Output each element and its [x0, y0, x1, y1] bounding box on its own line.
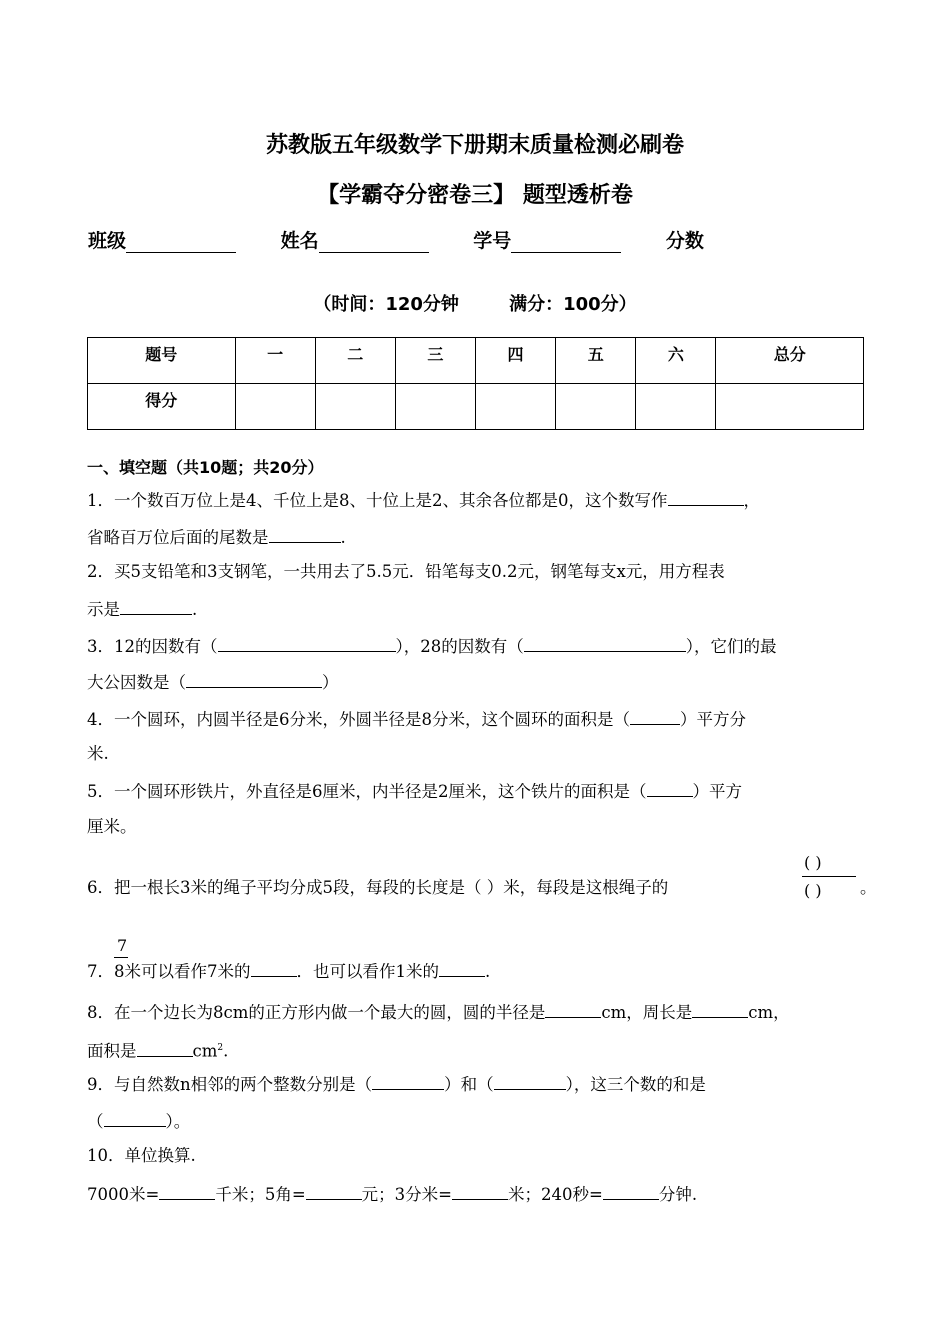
q7-text: 米可以看作7米的: [124, 962, 251, 981]
score-cell: [235, 384, 315, 430]
answer-blank: [306, 1183, 362, 1200]
question-2-line-2: [87, 598, 197, 620]
answer-blank: [630, 708, 680, 725]
question-6-line-1: [87, 878, 668, 898]
q3-text: ），28的因数有（: [395, 637, 524, 656]
q8-text: cm，: [748, 1003, 790, 1022]
q10-text: 千米；5角=: [215, 1185, 306, 1204]
table-header-cell: 三: [395, 338, 475, 384]
score-row-label: 得分: [88, 384, 236, 430]
question-10-line-2: [87, 1183, 697, 1205]
answer-blank: [186, 671, 322, 688]
score-label: 分数: [665, 230, 704, 252]
q7-text: ．也可以看作1米的: [296, 962, 439, 981]
answer-blank: [452, 1183, 508, 1200]
score-cell: [556, 384, 636, 430]
question-4-line-2: [87, 744, 109, 764]
q5-text: ）平方: [692, 782, 742, 801]
score-cell: [475, 384, 555, 430]
q8-superscript: 2: [217, 1043, 224, 1053]
q5-text: 5．一个圆环形铁片，外直径是6厘米，内半径是2厘米，这个铁片的面积是（: [87, 782, 647, 801]
question-5-line-2: [87, 817, 137, 837]
name-label: 姓名: [280, 230, 319, 252]
answer-blank: [159, 1183, 215, 1200]
q8-text: cm: [192, 1041, 218, 1061]
q7-fraction-bar: [114, 957, 128, 958]
question-7-line-1: [87, 960, 490, 982]
exam-title: 苏教版五年级数学下册期末质量检测必刷卷: [265, 133, 684, 158]
answer-blank: [494, 1073, 566, 1090]
answer-blank: [647, 780, 693, 797]
table-header-cell: 四: [475, 338, 555, 384]
question-1-line-2: [87, 526, 346, 548]
question-10-line-1: [87, 1146, 196, 1166]
q7-fraction-denominator: 8: [114, 962, 125, 981]
q3-text: 3．12的因数有（: [87, 637, 218, 656]
q4-text: ）平方分: [680, 710, 746, 729]
q4-text: 米.: [87, 744, 109, 763]
q6-text: 6．把一根长3米的绳子平均分成5段，每段的长度是（ ）米，每段是这根绳子的: [87, 878, 669, 897]
question-1-line-1: [87, 489, 760, 511]
q2-text: .: [192, 600, 198, 619]
answer-blank: [439, 960, 485, 977]
q10-text: 分钟.: [658, 1185, 698, 1204]
table-header-cell: 五: [556, 338, 636, 384]
score-table-header-row: [88, 338, 864, 384]
table-header-cell: 总分: [716, 338, 864, 384]
answer-blank: [120, 598, 192, 615]
name-blank: [319, 234, 429, 253]
q6-fraction-numerator: ( ): [804, 853, 822, 872]
question-3-line-2: [87, 671, 339, 693]
q10-text: 10．单位换算.: [87, 1146, 196, 1165]
q8-text: cm，周长是: [601, 1003, 693, 1022]
q8-text: .: [223, 1041, 229, 1061]
question-5-line-1: [87, 780, 742, 802]
class-field: [88, 226, 236, 253]
score-cell: [636, 384, 716, 430]
q5-text: 厘米。: [87, 817, 137, 836]
student-info-row: [88, 226, 742, 253]
answer-blank: [524, 635, 686, 652]
class-label: 班级: [88, 230, 127, 252]
score-field: [666, 226, 704, 253]
q7-text: 7．: [87, 962, 114, 981]
answer-blank: [104, 1110, 166, 1127]
question-2-line-1: [87, 562, 725, 582]
score-table: [87, 337, 864, 430]
question-9-line-2: [87, 1110, 190, 1132]
answer-blank: [372, 1073, 444, 1090]
id-field: [473, 226, 621, 253]
q9-text: ），这三个数的和是: [565, 1075, 706, 1094]
q6-fraction-denominator: ( ): [804, 881, 822, 900]
q3-text: ），它们的最: [685, 637, 777, 656]
question-9-line-1: [87, 1073, 706, 1095]
answer-blank: [137, 1040, 193, 1057]
q6-fraction-bar: [802, 876, 856, 877]
answer-blank: [269, 526, 341, 543]
answer-blank: [251, 960, 297, 977]
q9-text: ）。: [165, 1112, 191, 1131]
score-cell: [395, 384, 475, 430]
q9-text: 9．与自然数n相邻的两个整数分别是（: [87, 1075, 373, 1094]
table-header-cell: 题号: [88, 338, 236, 384]
question-3-line-1: [87, 635, 777, 657]
q7-text: .: [485, 962, 491, 981]
q2-text: 示是: [87, 600, 120, 619]
class-blank: [126, 234, 236, 253]
question-4-line-1: [87, 708, 746, 730]
score-table-score-row: [88, 384, 864, 430]
time-line: （时间：120分钟 满分：100分）: [313, 294, 637, 315]
q1-text: ，: [743, 491, 760, 510]
q2-text: 2．买5支铅笔和3支钢笔，一共用去了5.5元．铅笔每支0.2元，钢笔每支x元，用方程表: [87, 562, 725, 581]
q3-text: 大公因数是（: [87, 673, 186, 692]
name-field: [281, 226, 429, 253]
answer-blank: [603, 1183, 659, 1200]
section-1-title: 一、填空题（共10题；共20分）: [87, 458, 324, 477]
q10-text: 7000米=: [87, 1185, 160, 1204]
q1-text: .: [340, 528, 346, 547]
table-header-cell: 六: [636, 338, 716, 384]
q4-text: 4．一个圆环，内圆半径是6分米，外圆半径是8分米，这个圆环的面积是（: [87, 710, 630, 729]
table-header-cell: 二: [315, 338, 395, 384]
q6-end: 。: [860, 878, 877, 897]
id-blank: [511, 234, 621, 253]
question-8-line-2: [87, 1038, 228, 1062]
answer-blank: [692, 1001, 748, 1018]
q7-fraction-numerator: 7: [117, 936, 128, 955]
q8-text: 8．在一个边长为8cm的正方形内做一个最大的圆，圆的半径是: [87, 1003, 546, 1022]
answer-blank: [668, 489, 744, 506]
id-label: 学号: [473, 230, 512, 252]
answer-blank: [545, 1001, 601, 1018]
question-8-line-1: [87, 1001, 790, 1023]
q10-text: 米；240秒=: [507, 1185, 603, 1204]
q10-text: 元；3分米=: [361, 1185, 452, 1204]
q1-text: 省略百万位后面的尾数是: [87, 528, 269, 547]
table-header-cell: 一: [235, 338, 315, 384]
score-cell: [315, 384, 395, 430]
exam-subtitle: 【学霸夺分密卷三】 题型透析卷: [317, 183, 633, 208]
q9-text: （: [87, 1112, 104, 1131]
answer-blank: [218, 635, 396, 652]
q9-text: ）和（: [444, 1075, 494, 1094]
score-cell: [716, 384, 864, 430]
q8-text: 面积是: [87, 1041, 137, 1061]
q3-text: ）: [322, 673, 339, 692]
q1-text: 1．一个数百万位上是4、千位上是8、十位上是2、其余各位都是0，这个数写作: [87, 491, 668, 510]
